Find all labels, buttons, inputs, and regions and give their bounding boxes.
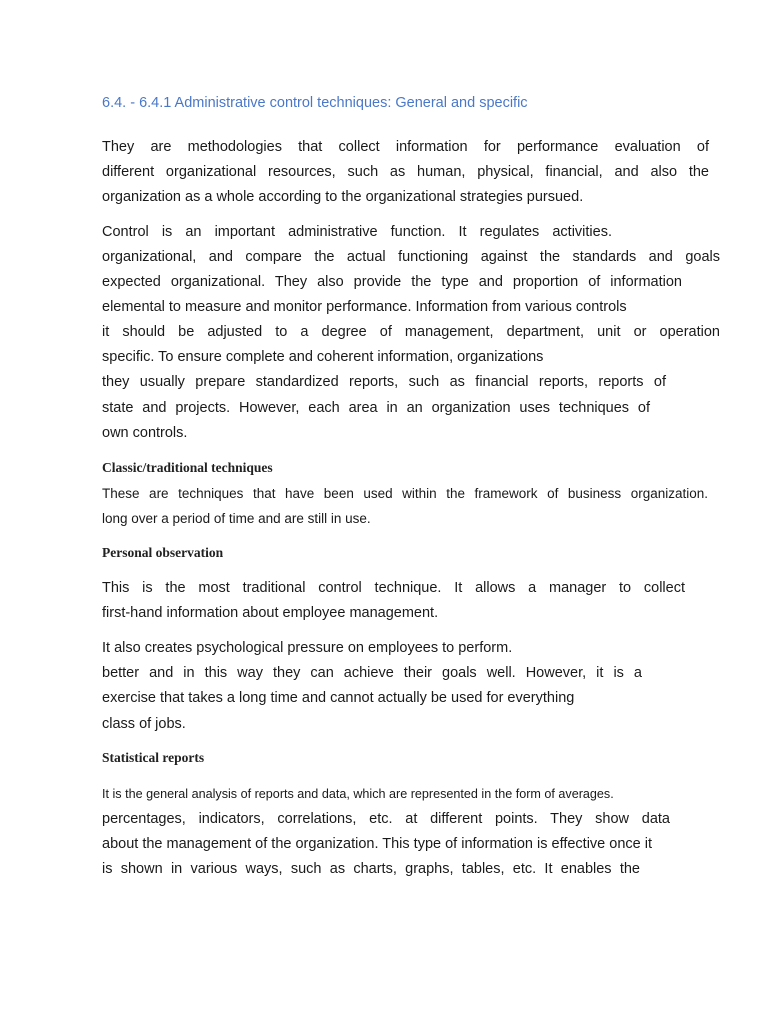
para2-line: Control is an important administrative function. It regulates activities. (102, 224, 612, 240)
observation-line: exercise that takes a long time and cannot actually be used for everything (102, 690, 575, 706)
para1-line: organization as a whole according to the organizational strategies pursued. (102, 189, 584, 205)
classic-line: long over a period of time and are still in use. (102, 511, 371, 526)
observation-line: better and in this way they can achieve their goals well. However, it is a (102, 665, 642, 681)
observation-line: It also creates psychological pressure on employees to perform. (102, 640, 513, 656)
subheading-observation: Personal observation (102, 545, 224, 560)
observation-line: This is the most traditional control technique. It allows a manager to collect (102, 580, 685, 596)
para1-line: They are methodologies that collect information for performance evaluation of (102, 139, 709, 155)
subheading-statistical: Statistical reports (102, 750, 205, 765)
classic-line: These are techniques that have been used within the framework of business organization. (102, 486, 708, 501)
observation-line: first-hand information about employee management. (102, 605, 439, 621)
para2-line: organizational, and compare the actual functioning against the standards and goals (102, 249, 720, 265)
statistical-line: percentages, indicators, correlations, etc. at different points. They show data (102, 811, 670, 827)
para2-line: expected organizational. They also provide the type and proportion of information (102, 274, 682, 290)
subheading-classic: Classic/traditional techniques (102, 460, 273, 475)
statistical-line: is shown in various ways, such as charts, graphs, tables, etc. It enables the (102, 861, 640, 877)
statistical-line: about the management of the organization. This type of information is effective once it (102, 836, 652, 852)
para2-line: specific. To ensure complete and coherent information, organizations (102, 349, 544, 365)
para2-line: it should be adjusted to a degree of management, department, unit or operation (102, 324, 720, 340)
para2-line: elemental to measure and monitor performance. Information from various controls (102, 299, 627, 315)
section-heading: 6.4. - 6.4.1 Administrative control techniques: General and specific (102, 95, 528, 111)
para2-line: they usually prepare standardized reports, such as financial reports, reports of (102, 374, 666, 390)
statistical-line: It is the general analysis of reports and data, which are represented in the form of averages. (102, 787, 614, 801)
para2-line: own controls. (102, 425, 188, 441)
para1-line: different organizational resources, such as human, physical, financial, and also the (102, 164, 709, 180)
observation-line: class of jobs. (102, 716, 186, 732)
para2-line: state and projects. However, each area in an organization uses techniques of (102, 400, 650, 416)
